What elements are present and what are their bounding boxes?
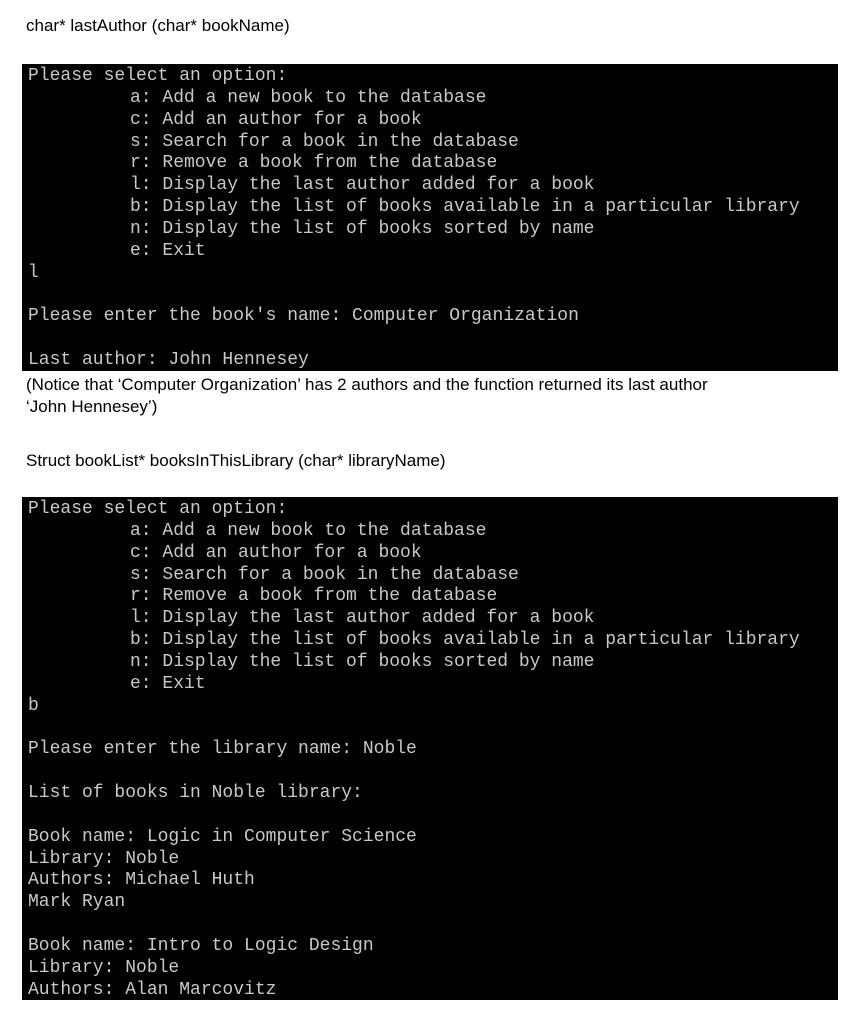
console-blank-line	[28, 914, 838, 936]
menu-option-remove-book: r: Remove a book from the database	[130, 153, 498, 174]
menu-option-sorted-by-name: n: Display the list of books sorted by name	[130, 651, 595, 672]
console-enter-library-name: Please enter the library name: Noble	[28, 739, 417, 760]
console-user-input: b	[28, 695, 39, 716]
menu-option-books-in-library: b: Display the list of books available in a particular library	[130, 630, 800, 651]
menu-option-last-author: l: Display the last author added for a book	[130, 175, 595, 196]
console-blank-line	[28, 328, 838, 350]
console-window-books-in-library	[22, 497, 838, 1000]
console-user-input: l	[28, 262, 39, 283]
book-authors-line: Authors: Alan Marcovitz	[28, 979, 277, 1000]
book-name-line: Book name: Intro to Logic Design	[28, 935, 374, 956]
book-authors-line: Authors: Michael Huth	[28, 870, 255, 891]
section-heading-books-in-library: Struct bookList* booksInThisLibrary (char* libraryName)	[26, 451, 446, 470]
menu-option-last-author: l: Display the last author added for a book	[130, 608, 595, 629]
console-prompt: Please select an option:	[28, 66, 288, 86]
menu-option-exit: e: Exit	[130, 673, 206, 694]
console-window-last-author	[22, 64, 838, 371]
console-blank-line	[28, 284, 838, 306]
console-prompt: Please select an option:	[28, 499, 288, 519]
console-list-header: List of books in Noble library:	[28, 782, 363, 803]
note-line: ‘John Hennesey’)	[26, 397, 158, 416]
section-heading-last-author: char* lastAuthor (char* bookName)	[26, 16, 290, 35]
menu-option-add-book: a: Add a new book to the database	[130, 520, 487, 541]
book-library-line: Library: Noble	[28, 848, 180, 869]
menu-option-add-author: c: Add an author for a book	[130, 109, 422, 130]
console-blank-line	[28, 761, 838, 783]
console-last-author-result: Last author: John Hennesey	[28, 349, 309, 370]
book-library-line: Library: Noble	[28, 957, 180, 978]
book-extra-author-line: Mark Ryan	[28, 892, 126, 913]
menu-option-search-book: s: Search for a book in the database	[130, 131, 519, 152]
menu-option-add-book: a: Add a new book to the database	[130, 87, 487, 108]
book-name-line: Book name: Logic in Computer Science	[28, 826, 417, 847]
menu-option-add-author: c: Add an author for a book	[130, 542, 422, 563]
menu-option-remove-book: r: Remove a book from the database	[130, 586, 498, 607]
menu-option-sorted-by-name: n: Display the list of books sorted by name	[130, 218, 595, 239]
console-blank-line	[28, 717, 838, 739]
explanation-note	[26, 374, 838, 418]
menu-option-search-book: s: Search for a book in the database	[130, 564, 519, 585]
menu-option-books-in-library: b: Display the list of books available in a particular library	[130, 197, 800, 218]
menu-option-exit: e: Exit	[130, 240, 206, 261]
console-blank-line	[28, 805, 838, 827]
console-enter-book-name: Please enter the book's name: Computer Organization	[28, 306, 579, 327]
note-line: (Notice that ‘Computer Organization’ has 2 authors and the function returned its last author	[26, 375, 708, 394]
